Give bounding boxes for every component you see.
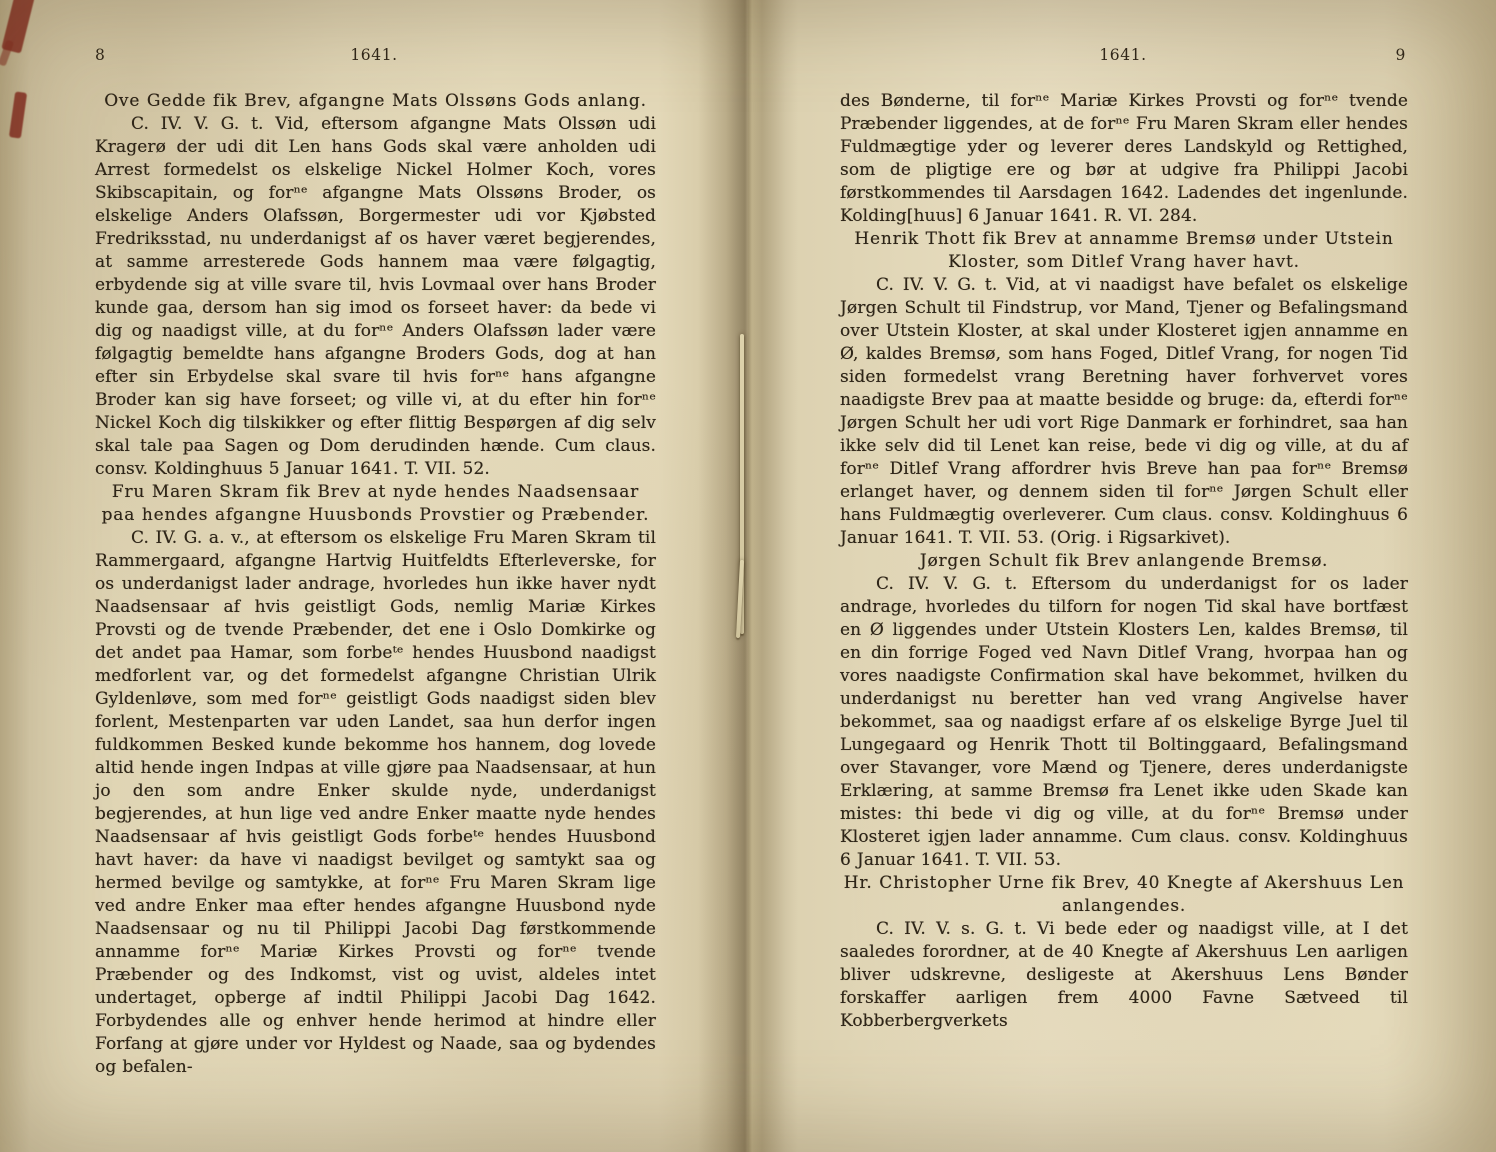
page-header-right	[840, 46, 1406, 70]
running-head: 1641.	[350, 46, 398, 64]
red-edge-mark	[9, 91, 27, 138]
paragraph-ove-gedde: C. IV. V. G. t. Vid, eftersom afgangne Mats Olssøn udi Kragerø der udi dit Len hans Gods skal være anholden udi Arrest formedelst os elskelige Nickel Holmer Koch, vores Skibscapitain, og forⁿᵉ afgangne Mats Olssøns Broder, os elskelige Anders Olafssøn, Borgermester udi vor Kjøbsted Fredriksstad, nu underdanigst af os haver været begjerendes, at samme arresterede Gods hannem maa være følgagtig, erbydende sig at ville svare til, hvis Lovmaal over hans Broder kunde gaa, dersom han sig imod os forseet haver: da bede vi dig og naadigst ville, at du forⁿᵉ Anders Olafssøn lader være følgagtig bemeldte hans afgangne Broders Gods, dog at han efter sin Erbydelse skal svare til hvis forⁿᵉ hans afgangne Broder kan sig have forseet; og ville vi, at du efter hin forⁿᵉ Nickel Koch dig tilskikker og efter flittig Bespørgen af dig selv skal tale paa Sagen og Dom derudinden hænde. Cum claus. consv. Koldinghuus 5 Januar 1641. T. VII. 52.	[95, 114, 656, 479]
page-number: 9	[1395, 46, 1406, 64]
page-header-left	[95, 46, 653, 70]
heading-christopher-urne: Hr. Christopher Urne fik Brev, 40 Knegte af Akershuus Len anlangendes.	[843, 873, 1405, 916]
heading-maren-skram: Fru Maren Skram fik Brev at nyde hendes Naadsensaar paa hendes afgangne Huusbonds Provstier og Præbender.	[101, 482, 650, 525]
running-head: 1641.	[1099, 46, 1147, 64]
paragraph-jorgen-schult: C. IV. V. G. t. Eftersom du underdanigst for os lader andrage, hvorledes du tilforn for nogen Tid skal have bortfæst en Ø liggendes under Utstein Klosters Len, kaldes Bremsø, til en din forrige Foged ved Navn Ditlef Vrang, hvorpaa han og vores naadigste Confirmation skal have bekommet, hvilken du underdanigst nu beretter han ved vrang Angivelse haver bekommet, saa og naadigst erfare af os elskelige Byrge Juel til Lungegaard og Henrik Thott til Boltinggaard, Befalingsmand over Stavanger, vore Mænd og Tjenere, deres underdanigste Erklæring, at samme Bremsø fra Lenet ikke uden Skade kan mistes: thi bede vi dig og ville, at du forⁿᵉ Bremsø under Klosteret igjen lader annamme. Cum claus. consv. Koldinghuus 6 Januar 1641. T. VII. 53.	[840, 574, 1408, 870]
page-body-right	[840, 90, 1408, 1033]
page-number: 8	[95, 46, 106, 64]
heading-henrik-thott: Henrik Thott fik Brev at annamme Bremsø under Utstein Kloster, som Ditlef Vrang haver havt.	[854, 229, 1394, 272]
paragraph-henrik-thott: C. IV. V. G. t. Vid, at vi naadigst have befalet os elskelige Jørgen Schult til Findstrup, vor Mand, Tjener og Befalingsmand over Utstein Kloster, at skal under Klosteret igjen annamme en Ø, kaldes Bremsø, som hans Foged, Ditlef Vrang, for nogen Tid siden formedelst vrang Beretning haver forhvervet vores naadigste Brev paa at maatte besidde og bruge: da, efterdi forⁿᵉ Jørgen Schult her udi vort Rige Danmark er forhindret, saa han ikke selv did til Lenet kan reise, bede vi dig og ville, at du af forⁿᵉ Ditlef Vrang affordrer hvis Breve han paa forⁿᵉ Bremsø erlanget haver, og dennem siden til forⁿᵉ Jørgen Schult eller hans Fuldmægtig overleverer. Cum claus. consv. Koldinghuus 6 Januar 1641. T. VII. 53. (Orig. i Rigsarkivet).	[840, 275, 1408, 548]
paragraph-maren-skram: C. IV. G. a. v., at eftersom os elskelige Fru Maren Skram til Rammergaard, afgangne Hartvig Huitfeldts Efterleverske, for os underdanigst lader andrage, hvorledes hun ikke haver nydt Naadsensaar af hvis geistligt Gods, nemlig Mariæ Kirkes Provsti og de tvende Præbender, det ene i Oslo Domkirke og det andet paa Hamar, som forbeᵗᵉ hendes Huusbond naadigst medforlent var, og det formedelst afgangne Christian Ulrik Gyldenløve, som med forⁿᵉ geistligt Gods naadigst siden blev forlent, Mestenparten var uden Landet, saa hun derfor ingen fuldkommen Besked kunde bekomme hos hannem, dog lovede altid hende ingen Indpas at ville gjøre paa Naadsensaar, at hun jo den som andre Enker skulde nyde, underdanigst begjerendes, at hun lige ved andre Enker maatte nyde hendes Naadsensaar af hvis geistligt Gods forbeᵗᵉ hendes Huusbond havt haver: da have vi naadigst bevilget og samtykt saa og hermed bevilge og samtykke, at forⁿᵉ Fru Maren Skram lige ved andre Enker maa efter hendes afgangne Huusbond nyde Naadsensaar og nu til Philippi Jacobi Dag førstkommende annamme forⁿᵉ Mariæ Kirkes Provsti og forⁿᵉ tvende Præbender og des Indkomst, vist og uvist, aldeles intet undertaget, opberge af indtil Philippi Jacobi Dag 1642. Forbydendes alle og enhver hende herimod at hindre eller Forfang at gjøre under vor Hyldest og Naade, saa og bydendes og befalen-	[95, 528, 656, 1077]
page-body-left	[95, 90, 656, 1079]
paragraph-christopher-urne: C. IV. V. s. G. t. Vi bede eder og naadigst ville, at I det saaledes forordner, at de 40 Knegte af Akershuus Len aarligen bliver udskrevne, desligeste at Akershuus Lens Bønder forskaffer aarligen frem 4000 Favne Sætveed til Kobberbergverkets	[840, 919, 1408, 1031]
heading-jorgen-schult: Jørgen Schult fik Brev anlangende Bremsø.	[919, 551, 1329, 571]
page-right	[748, 0, 1496, 1152]
paragraph-maren-skram-continued: des Bønderne, til forⁿᵉ Mariæ Kirkes Provsti og forⁿᵉ tvende Præbender liggendes, at de forⁿᵉ Fru Maren Skram eller hendes Fuldmægtige yder og leverer deres Landskyld og Rettighed, som de pligtige ere og bør at udgive fra Philippi Jacobi førstkommendes til Aarsdagen 1642. Ladendes det ingenlunde. Kolding[huus] 6 Januar 1641. R. VI. 284.	[840, 91, 1408, 226]
heading-ove-gedde: Ove Gedde fik Brev, afgangne Mats Olssøns Gods anlang.	[104, 91, 647, 111]
